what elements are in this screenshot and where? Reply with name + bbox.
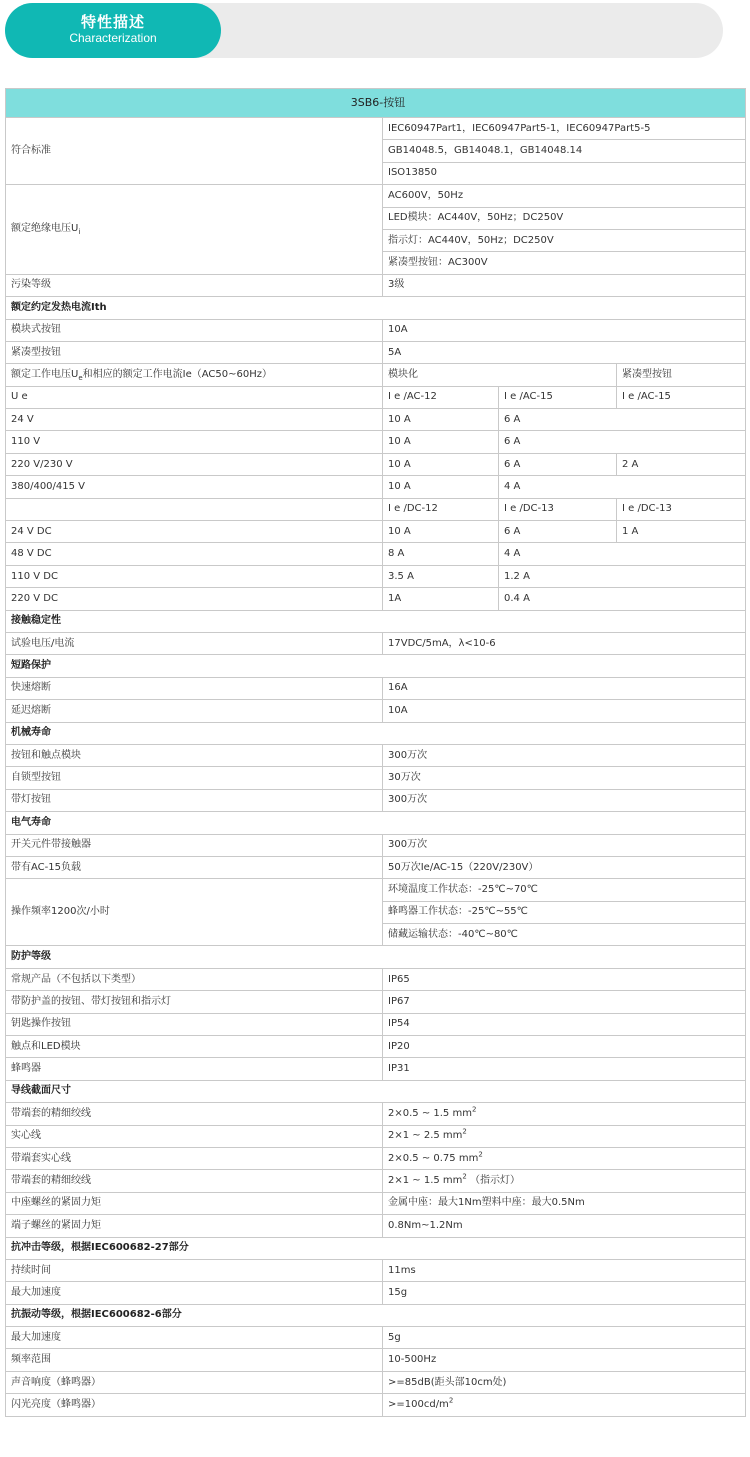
row-label: 带有AC-15负载 xyxy=(6,856,383,878)
table-row xyxy=(6,767,746,789)
row-value: 2×1 ~ 1.5 $mm^2$ （指示灯） xyxy=(383,1170,746,1192)
table-row xyxy=(6,1013,746,1035)
row-label: 快速熔断 xyxy=(6,677,383,699)
row-label: 操作频率1200次/小时 xyxy=(6,879,383,946)
table-cell: 10 A xyxy=(383,453,499,475)
row-value: 2×0.5 ~ 0.75 $mm^2$ xyxy=(383,1147,746,1169)
row-label: 闪光亮度（蜂鸣器） xyxy=(6,1394,383,1416)
row-label: 模块式按钮 xyxy=(6,319,383,341)
superscript: 2 xyxy=(478,1150,483,1159)
table-row xyxy=(6,453,746,475)
section-row xyxy=(6,946,746,968)
table-cell: 6 A xyxy=(499,453,617,475)
row-label: 最大加速度 xyxy=(6,1327,383,1349)
section-header: 电气寿命 xyxy=(6,812,746,834)
section-row xyxy=(6,812,746,834)
table-row xyxy=(6,1170,746,1192)
table-cell: 8 A xyxy=(383,543,499,565)
row-label: 110 V DC xyxy=(6,565,383,587)
banner-title: 特性描述 xyxy=(80,13,145,31)
row-label: 持续时间 xyxy=(6,1259,383,1281)
table-cell: 4 A xyxy=(499,476,746,498)
table-row xyxy=(6,565,746,587)
table-row xyxy=(6,744,746,766)
row-label: 延迟熔断 xyxy=(6,700,383,722)
row-value: 300万次 xyxy=(383,834,746,856)
column-header: 模块化 xyxy=(383,364,617,386)
row-value: 2×0.5 ~ 1.5 $mm^2$ xyxy=(383,1103,746,1125)
table-row xyxy=(6,1259,746,1281)
row-label: 中座螺丝的紧固力矩 xyxy=(6,1192,383,1214)
row-label: 紧凑型按钮 xyxy=(6,341,383,363)
table-row xyxy=(6,1394,746,1416)
row-label: 触点和LED模块 xyxy=(6,1036,383,1058)
table-row xyxy=(6,319,746,341)
section-row xyxy=(6,1304,746,1326)
table-cell: 0.4 A xyxy=(499,588,746,610)
row-value: 17VDC/5mA，λ<10-6 xyxy=(383,632,746,654)
table-row xyxy=(6,431,746,453)
table-cell: 6 A xyxy=(499,431,746,453)
section-banner xyxy=(5,3,723,58)
row-label: 额定工作电压$U_e$和相应的额定工作电流Ie（AC50~60Hz） xyxy=(6,364,383,386)
row-value: 紧凑型按钮：AC300V xyxy=(383,252,746,274)
banner-pill xyxy=(5,3,221,58)
row-value: 蜂鸣器工作状态：-25℃~55℃ xyxy=(383,901,746,923)
table-row xyxy=(6,1192,746,1214)
superscript: 2 xyxy=(448,1396,454,1405)
row-value: 2×1 ~ 2.5 $mm^2$ xyxy=(383,1125,746,1147)
row-value: 16A xyxy=(383,677,746,699)
row-value: LED模块：AC440V，50Hz；DC250V xyxy=(383,207,746,229)
table-cell: 10 A xyxy=(383,476,499,498)
table-row xyxy=(6,521,746,543)
table-title: 3SB6-按钮 xyxy=(6,89,746,118)
table-row xyxy=(6,543,746,565)
table-row xyxy=(6,1215,746,1237)
row-value: AC600V，50Hz xyxy=(383,185,746,207)
row-label: 110 V xyxy=(6,431,383,453)
table-row xyxy=(6,968,746,990)
table-cell: 3.5 A xyxy=(383,565,499,587)
row-label: 符合标准 xyxy=(6,118,383,185)
row-label: 钥匙操作按钮 xyxy=(6,1013,383,1035)
row-label: 蜂鸣器 xyxy=(6,1058,383,1080)
table-cell: 1A xyxy=(383,588,499,610)
row-label: 常规产品（不包括以下类型） xyxy=(6,968,383,990)
section-header: 额定约定发热电流Ith xyxy=(6,297,746,319)
row-value: 金属中座：最大1Nm塑料中座：最大0.5Nm xyxy=(383,1192,746,1214)
row-label: 端子螺丝的紧固力矩 xyxy=(6,1215,383,1237)
superscript: 2 xyxy=(462,1127,467,1136)
table-row xyxy=(6,498,746,520)
section-header: 抗冲击等级，根据IEC600682-27部分 xyxy=(6,1237,746,1259)
row-label: 220 V/230 V xyxy=(6,453,383,475)
column-header: I e /DC-12 xyxy=(383,498,499,520)
row-value: 15g xyxy=(383,1282,746,1304)
row-value: 指示灯：AC440V，50Hz；DC250V xyxy=(383,229,746,251)
row-label: 带端套实心线 xyxy=(6,1147,383,1169)
subscript: e xyxy=(78,373,83,382)
row-value: 5g xyxy=(383,1327,746,1349)
row-value: 50万次Ie/AC-15（220V/230V） xyxy=(383,856,746,878)
table-cell: 1 A xyxy=(617,521,746,543)
table-row xyxy=(6,677,746,699)
row-label: 最大加速度 xyxy=(6,1282,383,1304)
section-header: 机械寿命 xyxy=(6,722,746,744)
table-row xyxy=(6,991,746,1013)
table-row xyxy=(6,700,746,722)
table-row xyxy=(6,1103,746,1125)
table-row xyxy=(6,1327,746,1349)
section-header: 接触稳定性 xyxy=(6,610,746,632)
row-label: 试验电压/电流 xyxy=(6,632,383,654)
row-value: 11ms xyxy=(383,1259,746,1281)
row-value: IEC60947Part1，IEC60947Part5-1，IEC60947Part5-5 xyxy=(383,118,746,140)
row-label: 频率范围 xyxy=(6,1349,383,1371)
table-row xyxy=(6,588,746,610)
table-row xyxy=(6,879,746,901)
row-label: 带防护盖的按钮、带灯按钮和指示灯 xyxy=(6,991,383,1013)
section-row xyxy=(6,1080,746,1102)
table-row xyxy=(6,185,746,207)
table-cell: 6 A xyxy=(499,521,617,543)
column-header: I e /DC-13 xyxy=(617,498,746,520)
row-label: 带端套的精细绞线 xyxy=(6,1103,383,1125)
spec-table xyxy=(5,88,746,1417)
table-row xyxy=(6,789,746,811)
table-cell: 6 A xyxy=(499,409,746,431)
row-value: 储藏运输状态：-40℃~80℃ xyxy=(383,924,746,946)
row-value: IP65 xyxy=(383,968,746,990)
table-row xyxy=(6,632,746,654)
section-row xyxy=(6,610,746,632)
table-row xyxy=(6,364,746,386)
row-value: IP67 xyxy=(383,991,746,1013)
superscript: 2 xyxy=(471,1105,477,1114)
row-label: 污染等级 xyxy=(6,274,383,296)
row-label: 额定绝缘电压$U_i$ xyxy=(6,185,383,275)
column-header: 紧凑型按钮 xyxy=(617,364,746,386)
section-row xyxy=(6,655,746,677)
table-cell: 2 A xyxy=(617,453,746,475)
table-row xyxy=(6,1125,746,1147)
table-cell: 10 A xyxy=(383,431,499,453)
section-header: 防护等级 xyxy=(6,946,746,968)
section-row xyxy=(6,1237,746,1259)
row-value: 3级 xyxy=(383,274,746,296)
table-cell: 10 A xyxy=(383,521,499,543)
row-value: 300万次 xyxy=(383,789,746,811)
row-value: GB14048.5，GB14048.1，GB14048.14 xyxy=(383,140,746,162)
table-row xyxy=(6,341,746,363)
row-value: 10A xyxy=(383,700,746,722)
row-value: ISO13850 xyxy=(383,162,746,184)
row-value: $>=100cd/m^2$ xyxy=(383,1394,746,1416)
row-value: IP31 xyxy=(383,1058,746,1080)
section-row xyxy=(6,297,746,319)
table-row xyxy=(6,409,746,431)
row-value: >=85dB(距头部10cm处) xyxy=(383,1371,746,1393)
row-label: 带端套的精细绞线 xyxy=(6,1170,383,1192)
row-value: 环境温度工作状态：-25℃~70℃ xyxy=(383,879,746,901)
spec-table-body xyxy=(6,89,746,1417)
row-label: 带灯按钮 xyxy=(6,789,383,811)
table-row xyxy=(6,476,746,498)
column-header: I e /AC-15 xyxy=(499,386,617,408)
section-header: 抗振动等级，根据IEC600682-6部分 xyxy=(6,1304,746,1326)
table-row xyxy=(6,386,746,408)
row-label: 24 V xyxy=(6,409,383,431)
table-title-row xyxy=(6,89,746,118)
superscript: 2 xyxy=(462,1172,467,1181)
table-row xyxy=(6,1371,746,1393)
table-row xyxy=(6,1282,746,1304)
row-label: 声音响度（蜂鸣器） xyxy=(6,1371,383,1393)
column-header: I e /AC-12 xyxy=(383,386,499,408)
row-label: 220 V DC xyxy=(6,588,383,610)
row-label xyxy=(6,498,383,520)
section-header: 导线截面尺寸 xyxy=(6,1080,746,1102)
table-row xyxy=(6,1147,746,1169)
table-row xyxy=(6,1349,746,1371)
table-row xyxy=(6,118,746,140)
row-label: 自锁型按钮 xyxy=(6,767,383,789)
table-cell: 10 A xyxy=(383,409,499,431)
row-value: 300万次 xyxy=(383,744,746,766)
banner-subtitle: Characterization xyxy=(69,31,157,45)
table-cell: 1.2 A xyxy=(499,565,746,587)
column-header: I e /DC-13 xyxy=(499,498,617,520)
row-label: 24 V DC xyxy=(6,521,383,543)
row-label: 380/400/415 V xyxy=(6,476,383,498)
section-header: 短路保护 xyxy=(6,655,746,677)
row-value: 5A xyxy=(383,341,746,363)
table-row xyxy=(6,274,746,296)
row-label: U e xyxy=(6,386,383,408)
row-value: IP20 xyxy=(383,1036,746,1058)
table-cell: 4 A xyxy=(499,543,746,565)
row-value: 30万次 xyxy=(383,767,746,789)
table-row xyxy=(6,1058,746,1080)
row-label: 开关元件带接触器 xyxy=(6,834,383,856)
column-header: I e /AC-15 xyxy=(617,386,746,408)
row-value: 10A xyxy=(383,319,746,341)
row-label: 实心线 xyxy=(6,1125,383,1147)
row-value: 0.8Nm~1.2Nm xyxy=(383,1215,746,1237)
row-value: IP54 xyxy=(383,1013,746,1035)
row-label: 48 V DC xyxy=(6,543,383,565)
row-label: 按钮和触点模块 xyxy=(6,744,383,766)
table-row xyxy=(6,856,746,878)
section-row xyxy=(6,722,746,744)
subscript: i xyxy=(78,228,81,237)
row-value: 10-500Hz xyxy=(383,1349,746,1371)
table-row xyxy=(6,834,746,856)
table-row xyxy=(6,1036,746,1058)
